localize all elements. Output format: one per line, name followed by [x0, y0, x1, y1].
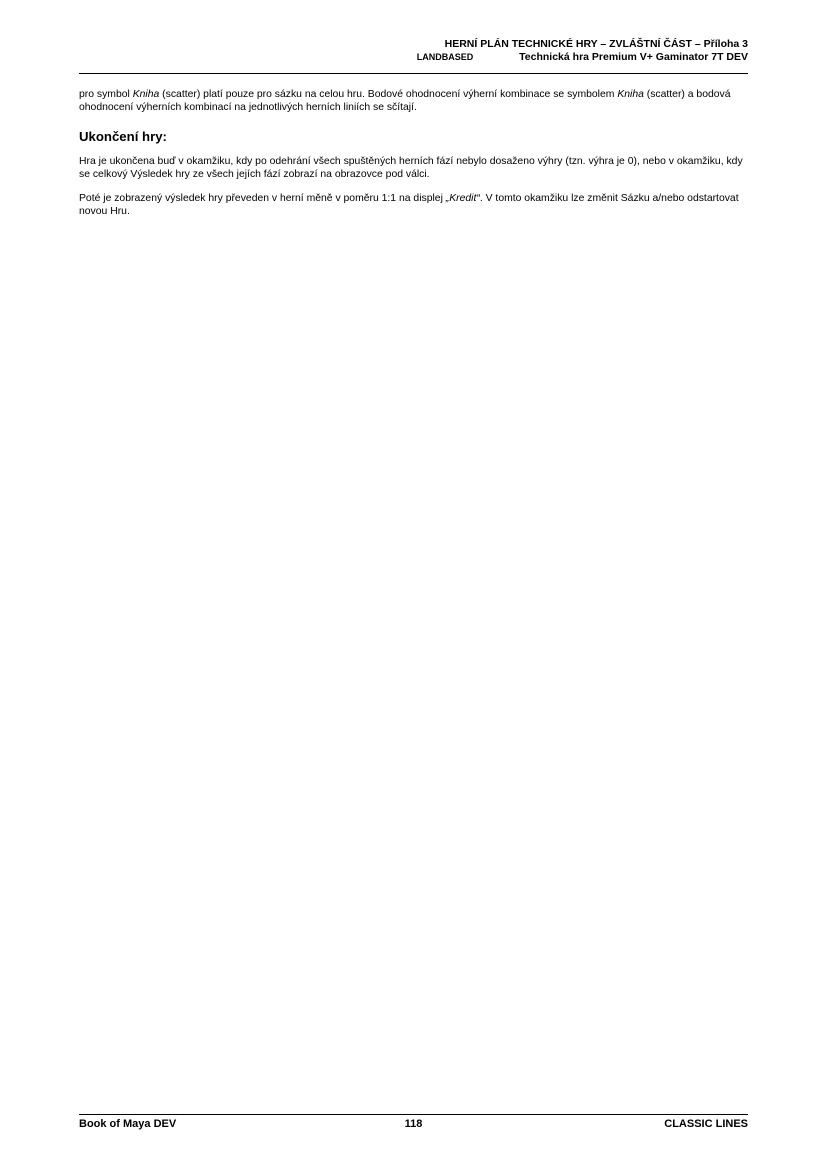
text-run-italic: „Kredit“ [445, 193, 480, 204]
paragraph-scatter [79, 88, 748, 114]
footer-product-line: CLASSIC LINES [664, 1118, 748, 1130]
header-divider [79, 73, 748, 74]
footer-game-name: Book of Maya DEV [79, 1118, 177, 1130]
footer-divider [79, 1114, 748, 1115]
text-run: (scatter) a bodová ohodnocení výherních kombinací na jednotlivých herních liniích se sčítají. [79, 89, 731, 113]
section-heading: Ukončení hry: [79, 129, 167, 144]
paragraph-game-end: Hra je ukončena buď v okamžiku, kdy po odehrání všech spuštěných herních fází nebylo dosaženo výhry (tzn. výhra je 0), nebo v okamžiku, kdy se celkový Výsledek hry ze všech jejích fází zobrazí na obrazovce pod válci. [79, 156, 743, 180]
text-run-italic: Kniha [617, 89, 644, 100]
page-footer [79, 1117, 748, 1131]
text-run: . V tomto okamžiku lze změnit Sázku a/nebo odstartovat novou Hru. [79, 193, 739, 217]
paragraph-credit [79, 192, 748, 218]
text-run: pro symbol [79, 89, 133, 100]
page-number: 118 [404, 1118, 423, 1130]
text-run: Poté je zobrazený výsledek hry převeden v herní měně v poměru 1:1 na displej [79, 193, 446, 204]
text-run-italic: Kniha [132, 89, 160, 100]
header-title: HERNÍ PLÁN TECHNICKÉ HRY – ZVLÁŠTNÍ ČÁST – Příloha 3 [444, 38, 748, 50]
header-subtitle: Technická hra Premium V+ Gaminator 7T DEV [519, 51, 748, 63]
page-content [79, 88, 748, 229]
page-header [79, 38, 748, 64]
header-subline [79, 51, 748, 64]
text-run: (scatter) platí pouze pro sázku na celou hru. Bodové ohodnocení výherní kombinace se symbolem [159, 89, 618, 100]
header-category: LANDBASED [416, 52, 474, 62]
